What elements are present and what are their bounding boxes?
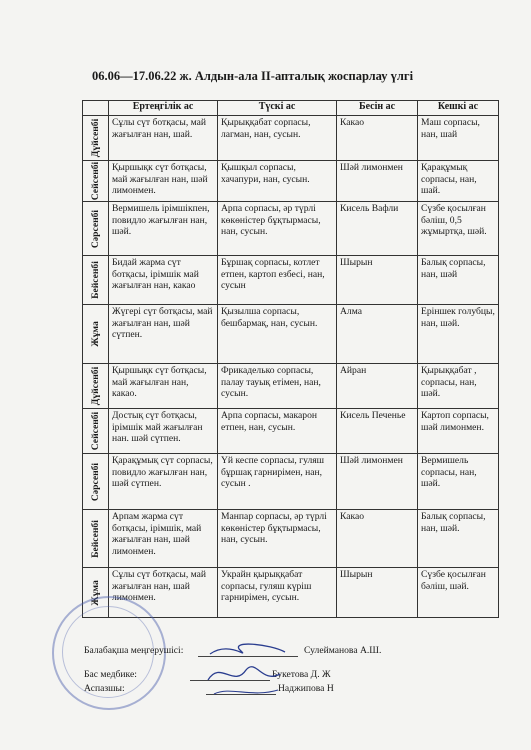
breakfast-cell: Сұлы сүт ботқасы, май жағылған нан, шай лимонмен.: [109, 568, 218, 618]
day-label: Жұма: [89, 321, 101, 347]
dinner-cell: Сүзбе қосылған бәліш, шәй.: [418, 568, 499, 618]
day-label: Сейсенбі: [89, 161, 101, 201]
dinner-cell: Сүзбе қосылған бәліш, 0,5 жұмыртқа, шәй.: [418, 202, 499, 256]
table-row: [83, 364, 499, 409]
signature-name-cook: Наджипова Н: [278, 683, 334, 694]
header-snack: Бесін ас: [337, 101, 418, 116]
day-cell: [83, 454, 109, 510]
dinner-cell: Қарақұмық сорпасы, нан, шай.: [418, 161, 499, 202]
day-cell: [83, 305, 109, 364]
day-label: Бейсенбі: [89, 261, 101, 299]
day-label: Бейсенбі: [89, 519, 101, 558]
lunch-cell: Украйн қырыққабат сорпасы, гуляш күріш гарнирімен, сусын.: [218, 568, 337, 618]
header-breakfast: Ертеңгілік ас: [109, 101, 218, 116]
lunch-cell: Үй кеспе сорпасы, гуляш бұршақ гарнирімен, нан, сусын .: [218, 454, 337, 510]
table-row: [83, 161, 499, 202]
lunch-cell: Қырыққабат сорпасы, лагман, нан, сусын.: [218, 116, 337, 161]
header-dinner: Кешкі ас: [418, 101, 499, 116]
snack-cell: Шәй лимонмен: [337, 454, 418, 510]
dinner-cell: Балық сорпасы, нан, шәй: [418, 256, 499, 305]
breakfast-cell: Арпам жарма сүт ботқасы, ірімшік, май жағылған нан, шәй лимонмен.: [109, 510, 218, 568]
day-label: Дүйсенбі: [89, 118, 101, 158]
day-cell: [83, 364, 109, 409]
page-title: 06.06—17.06.22 ж. Алдын-ала ІІ-апталық жоспарлау үлгі: [92, 69, 414, 83]
snack-cell: Кисель Вафли: [337, 202, 418, 256]
header-day: [83, 101, 109, 116]
lunch-cell: Манпар сорпасы, әр түрлі көкөністер бұқтырмасы, нан, сусын.: [218, 510, 337, 568]
day-cell: [83, 256, 109, 305]
dinner-cell: Вермишель сорпасы, нан, шәй.: [418, 454, 499, 510]
day-label: Сәрсенбі: [89, 209, 101, 248]
day-label: Сейсенбі: [89, 411, 101, 451]
signature-name-head: Сулейманова А.Ш.: [304, 645, 382, 656]
header-row: [83, 101, 499, 116]
breakfast-cell: Қыршықк сүт ботқасы, май жағылған нан, шәй лимонмен.: [109, 161, 218, 202]
snack-cell: Алма: [337, 305, 418, 364]
dinner-cell: Маш сорпасы, нан, шай: [418, 116, 499, 161]
table-row: [83, 454, 499, 510]
signature-name-nurse: Букетова Д. Ж: [272, 669, 331, 680]
dinner-cell: Балық сорпасы, нан, шәй.: [418, 510, 499, 568]
day-cell: [83, 409, 109, 454]
dinner-cell: Еріншек голубцы, нан, шәй.: [418, 305, 499, 364]
lunch-cell: Қышқыл сорпасы, хачапури, нан, сусын.: [218, 161, 337, 202]
day-cell: [83, 161, 109, 202]
table-row: [83, 305, 499, 364]
table-row: [83, 116, 499, 161]
breakfast-cell: Вермишель ірімшікпен, повидло жағылған нан, шәй.: [109, 202, 218, 256]
snack-cell: Какао: [337, 510, 418, 568]
breakfast-cell: Қыршықк сүт ботқасы, май жағылған нан, какао.: [109, 364, 218, 409]
table-row: [83, 510, 499, 568]
dinner-cell: Картоп сорпасы, шәй лимонмен.: [418, 409, 499, 454]
signature-role-cook: Аспазшы:: [84, 683, 125, 694]
snack-cell: Кисель Печенье: [337, 409, 418, 454]
lunch-cell: Арпа сорпасы, әр түрлі көкөністер бұқтырмасы, нан, сусын.: [218, 202, 337, 256]
table-row: [83, 409, 499, 454]
breakfast-cell: Достық сүт ботқасы, ірімшік май жағылған нан. шәй сүтпен.: [109, 409, 218, 454]
snack-cell: Шәй лимонмен: [337, 161, 418, 202]
snack-cell: Какао: [337, 116, 418, 161]
breakfast-cell: Қарақұмық сүт сорпасы, повидло жағылған нан, шәй сүтпен.: [109, 454, 218, 510]
snack-cell: Шырын: [337, 568, 418, 618]
table-row: [83, 256, 499, 305]
lunch-cell: Қызылша сорпасы, бешбармақ, нан, сусын.: [218, 305, 337, 364]
lunch-cell: Бұршақ сорпасы, котлет етпен, картоп езбесі, нан, сусын: [218, 256, 337, 305]
day-label: Жұма: [89, 579, 101, 606]
day-cell: [83, 510, 109, 568]
dinner-cell: Қырыққабат , сорпасы, нан, шәй.: [418, 364, 499, 409]
day-cell: [83, 202, 109, 256]
snack-cell: Айран: [337, 364, 418, 409]
day-label: Дүйсенбі: [89, 366, 101, 406]
breakfast-cell: Сұлы сүт ботқасы, май жағылған нан, шай.: [109, 116, 218, 161]
breakfast-cell: Жүгері сүт ботқасы, май жағылған нан, шәй сүтпен.: [109, 305, 218, 364]
signature-role-nurse: Бас медбике:: [84, 669, 137, 680]
signature-role-head: Балабақша меңгерушісі:: [84, 645, 184, 656]
meal-plan-table: [82, 100, 499, 618]
lunch-cell: Фрикаделько сорпасы, палау тауық етімен, нан, сусын.: [218, 364, 337, 409]
day-label: Сәрсенбі: [89, 462, 101, 501]
table-row: [83, 202, 499, 256]
breakfast-cell: Бидай жарма сүт ботқасы, ірімшік май жағылған нан, какао: [109, 256, 218, 305]
snack-cell: Шырын: [337, 256, 418, 305]
day-cell: [83, 116, 109, 161]
header-lunch: Түскі ас: [218, 101, 337, 116]
handwritten-signatures: [200, 640, 290, 700]
lunch-cell: Арпа сорпасы, макарон етпен, нан, сусын.: [218, 409, 337, 454]
